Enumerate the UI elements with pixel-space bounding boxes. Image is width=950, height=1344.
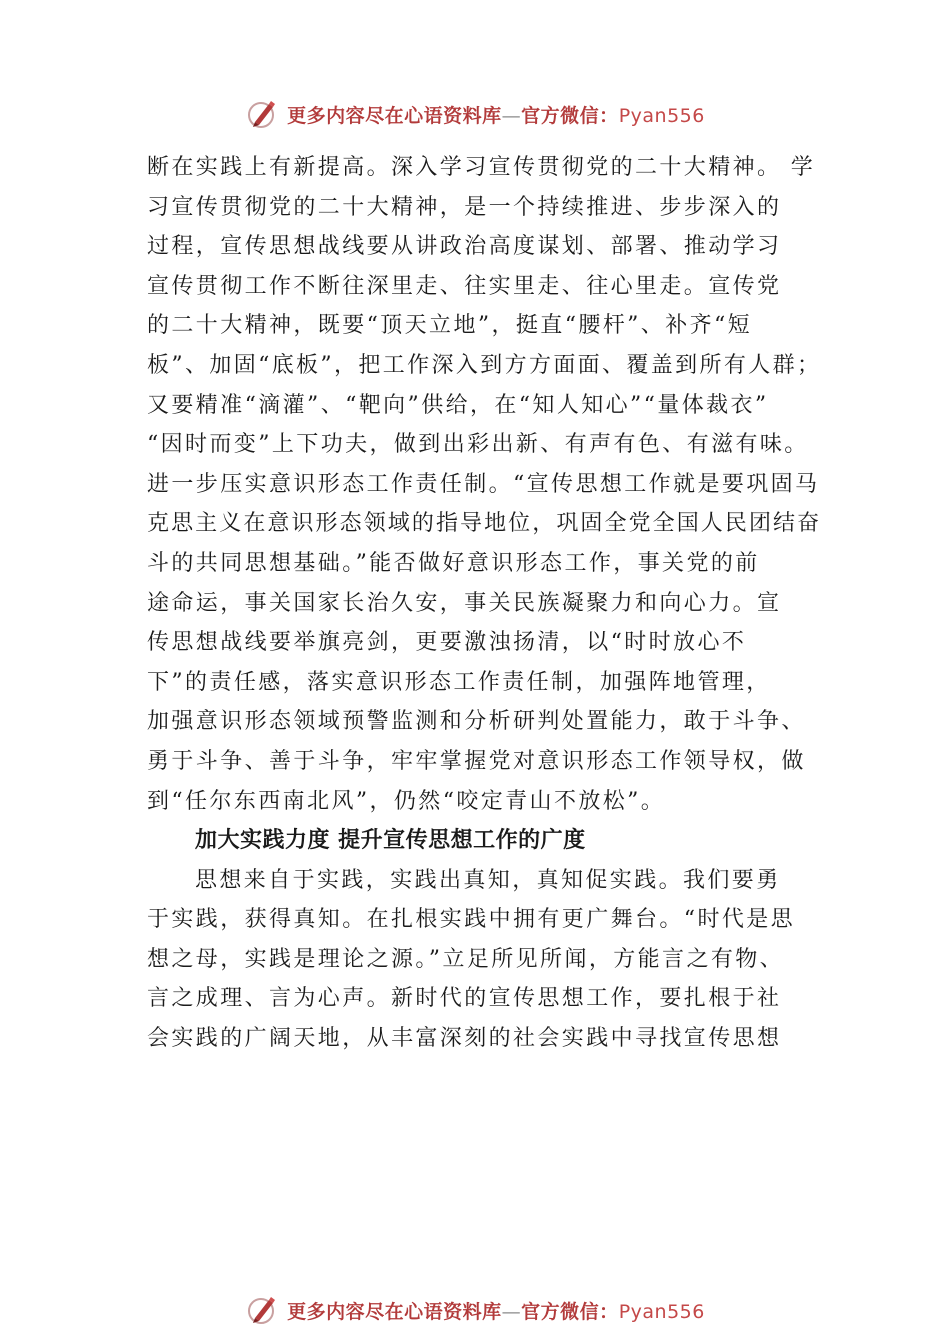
text-line: 到“任尔东西南北风”，仍然“咬定青山不放松”。 [147,788,666,814]
watermark-label: 官方微信： [521,104,619,127]
text-line: “因时而变”上下功夫，做到出彩出新、有声有色、有滋有味。 [147,432,809,458]
text-line: 的二十大精神，既要“顶天立地”，挺直“腰杆”、补齐“短 [147,313,753,339]
watermark-separator: — [501,104,522,127]
watermark-brand: 更多内容尽在心语资料库 [287,1300,502,1323]
text-line: 想之母，实践是理论之源。”立足所见所闻，方能言之有物、 [147,946,785,972]
text-line: 加强意识形态领域预警监测和分析研判处置能力，敢于斗争、 [147,709,806,735]
text-line: 斗的共同思想基础。”能否做好意识形态工作，事关党的前 [147,550,760,576]
text-line: 于实践，获得真知。在扎根实践中拥有更广舞台。“时代是思 [147,907,796,933]
pen-logo-icon [245,96,281,132]
watermark-label: 官方微信： [521,1300,619,1323]
text-line: 思想来自于实践，实践出真知，真知促实践。我们要勇 [195,867,781,893]
watermark-text [287,1297,705,1324]
text-line: 克思主义在意识形态领域的指导地位，巩固全党全国人民团结奋 [147,511,822,537]
text-line: 下”的责任感，落实意识形态工作责任制，加强阵地管理， [147,669,771,695]
watermark-footer [0,1288,950,1332]
text-line: 板”、加固“底板”，把工作深入到方方面面、覆盖到所有人群； [147,352,822,378]
watermark-separator: — [501,1300,522,1323]
watermark-id: Pyan556 [618,104,705,127]
text-line: 途命运，事关国家长治久安，事关民族凝聚力和向心力。宣 [147,590,782,616]
text-line: 进一步压实意识形态工作责任制。“宣传思想工作就是要巩固马 [147,471,820,497]
text-line: 传思想战线要举旗亮剑，更要激浊扬清，以“时时放心不 [147,630,747,656]
text-line: 习宣传贯彻党的二十大精神，是一个持续推进、步步深入的 [147,194,782,220]
section-heading: 加大实践力度 提升宣传思想工作的广度 [195,828,586,854]
watermark-header [0,92,950,136]
watermark-text [287,101,705,128]
watermark-id: Pyan556 [618,1300,705,1323]
pen-logo-icon [245,1292,281,1328]
watermark-brand: 更多内容尽在心语资料库 [287,104,502,127]
text-line: 会实践的广阔天地，从丰富深刻的社会实践中寻找宣传思想 [147,1026,782,1052]
document-body [147,148,821,1059]
text-line: 宣传贯彻工作不断往深里走、往实里走、往心里走。宣传党 [147,273,782,299]
text-line: 过程，宣传思想战线要从讲政治高度谋划、部署、推动学习 [147,234,782,260]
text-line: 断在实践上有新提高。深入学习宣传贯彻党的二十大精神。 学 [147,155,816,180]
text-line: 言之成理、言为心声。新时代的宣传思想工作，要扎根于社 [147,986,782,1012]
text-line: 又要精准“滴灌”、“靶向”供给，在“知人知心”“量体裁衣” [147,392,769,418]
text-line: 勇于斗争、善于斗争，牢牢掌握党对意识形态工作领导权，做 [147,748,806,774]
